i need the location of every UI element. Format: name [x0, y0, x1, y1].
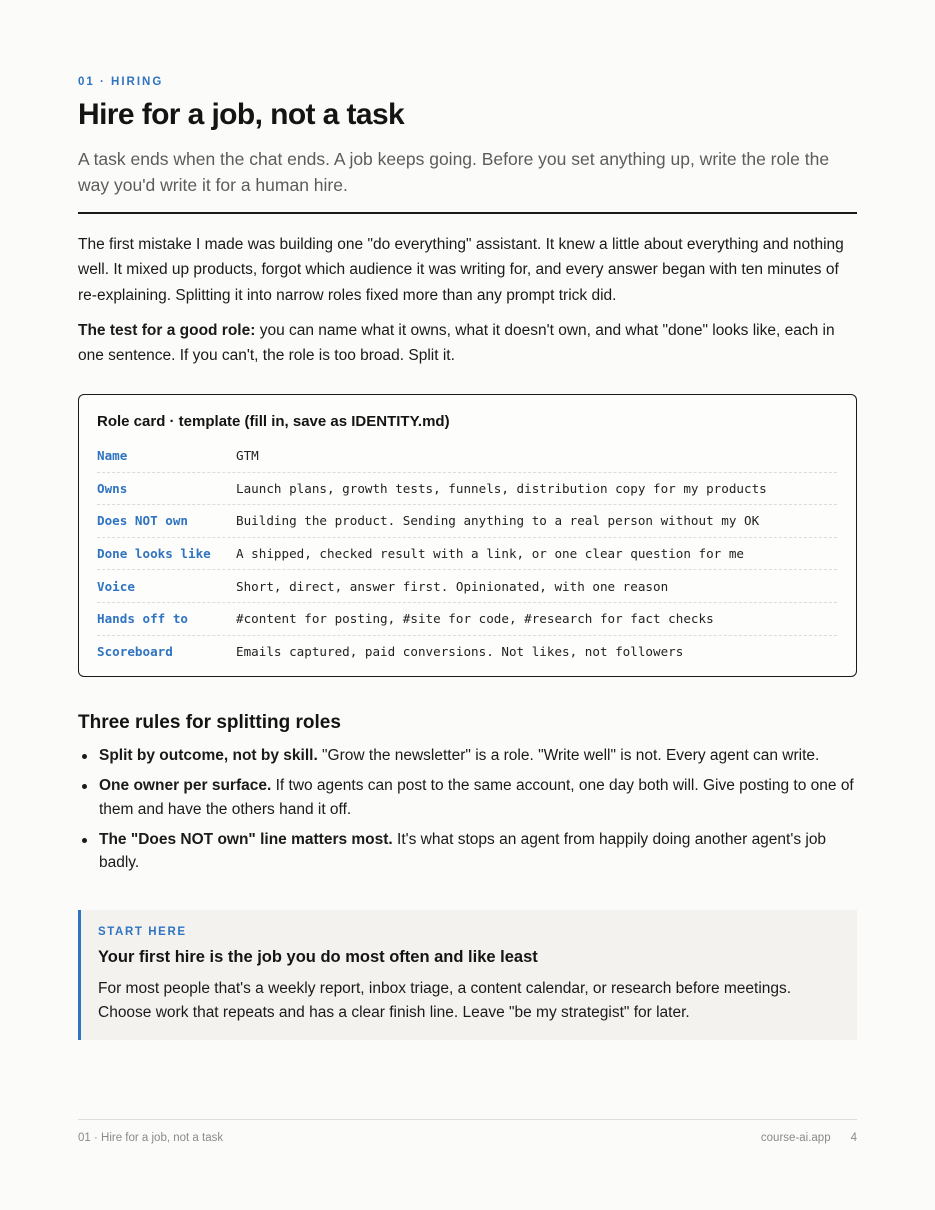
role-card-rows [97, 440, 837, 667]
footer-right [761, 1132, 857, 1144]
list-item [78, 828, 857, 875]
rule-text: If two agents can post to the same account, one day both will. Give posting to one of them and have the others hand it off. [99, 777, 854, 818]
footer-divider [78, 1119, 857, 1120]
rules-heading: Three rules for splitting roles [78, 712, 341, 733]
test-paragraph-lead: The test for a good role: [78, 322, 256, 339]
start-here-callout [78, 910, 857, 1040]
role-card-row [97, 440, 837, 473]
rule-lead: Split by outcome, not by skill. [99, 747, 318, 764]
page-number: 4 [850, 1132, 857, 1144]
rule-text: "Grow the newsletter" is a role. "Write well" is not. Every agent can write. [317, 747, 820, 764]
role-card-key: Owns [97, 480, 128, 496]
role-card-key: Hands off to [97, 611, 188, 627]
role-card-row [97, 636, 837, 668]
callout-eyebrow: START HERE [98, 926, 187, 938]
bullet-icon [82, 784, 87, 789]
test-paragraph [78, 319, 857, 368]
role-card-row [97, 603, 837, 636]
page-title: Hire for a job, not a task [78, 98, 405, 131]
role-card-row [97, 473, 837, 506]
role-card-key: Scoreboard [97, 643, 173, 659]
role-card [78, 394, 857, 677]
role-card-key: Does NOT own [97, 513, 188, 529]
role-card-title: Role card · template (fill in, save as IDENTITY.md) [97, 413, 450, 430]
role-card-value: Launch plans, growth tests, funnels, distribution copy for my products [236, 480, 767, 496]
rule-lead: The "Does NOT own" line matters most. [99, 830, 393, 848]
callout-text: For most people that's a weekly report, inbox triage, a content calendar, or research before meetings. Choose work that repeats and has a clear finish line. Leave "be my strategist" for later. [98, 980, 792, 1021]
role-card-row [97, 570, 837, 603]
bullet-icon [82, 754, 87, 759]
role-card-value: A shipped, checked result with a link, or one clear question for me [236, 546, 744, 562]
list-item [78, 744, 857, 768]
role-card-value: #content for posting, #site for code, #research for fact checks [236, 611, 714, 627]
footer-chapter-label: 01 · Hire for a job, not a task [78, 1132, 224, 1144]
intro-paragraph: The first mistake I made was building one "do everything" assistant. It knew a little about everything and nothing well. It mixed up products, forgot which audience it was writing for, and every answer began with ten minutes of re-explaining. Splitting it into narrow roles fixed more than any prompt trick did. [78, 236, 844, 304]
section-eyebrow: 01 · HIRING [78, 76, 164, 88]
callout-title: Your first hire is the job you do most often and like least [98, 948, 538, 966]
role-card-value: Building the product. Sending anything to a real person without my OK [236, 513, 760, 529]
rule-text: It's what stops an agent from happily doing another agent's job badly. [99, 830, 827, 871]
test-paragraph-text: you can name what it owns, what it doesn't own, and what "done" looks like, each in one sentence. If you can't, the role is too broad. Split it. [78, 322, 835, 364]
page-subtitle: A task ends when the chat ends. A job keeps going. Before you set anything up, write the role the way you'd write it for a human hire. [78, 149, 830, 195]
role-card-key: Done looks like [97, 546, 211, 562]
rules-list [78, 744, 857, 881]
role-card-value: GTM [236, 448, 259, 464]
role-card-row [97, 538, 837, 571]
role-card-value: Emails captured, paid conversions. Not likes, not followers [236, 643, 684, 659]
rule-lead: One owner per surface. [99, 777, 272, 794]
role-card-value: Short, direct, answer first. Opinionated, with one reason [236, 578, 669, 594]
role-card-key: Voice [97, 578, 135, 594]
role-card-row [97, 505, 837, 538]
role-card-key: Name [97, 448, 128, 464]
list-item [78, 774, 857, 821]
footer-site: course-ai.app [760, 1132, 831, 1144]
header-divider [78, 212, 857, 214]
bullet-icon [82, 838, 87, 843]
